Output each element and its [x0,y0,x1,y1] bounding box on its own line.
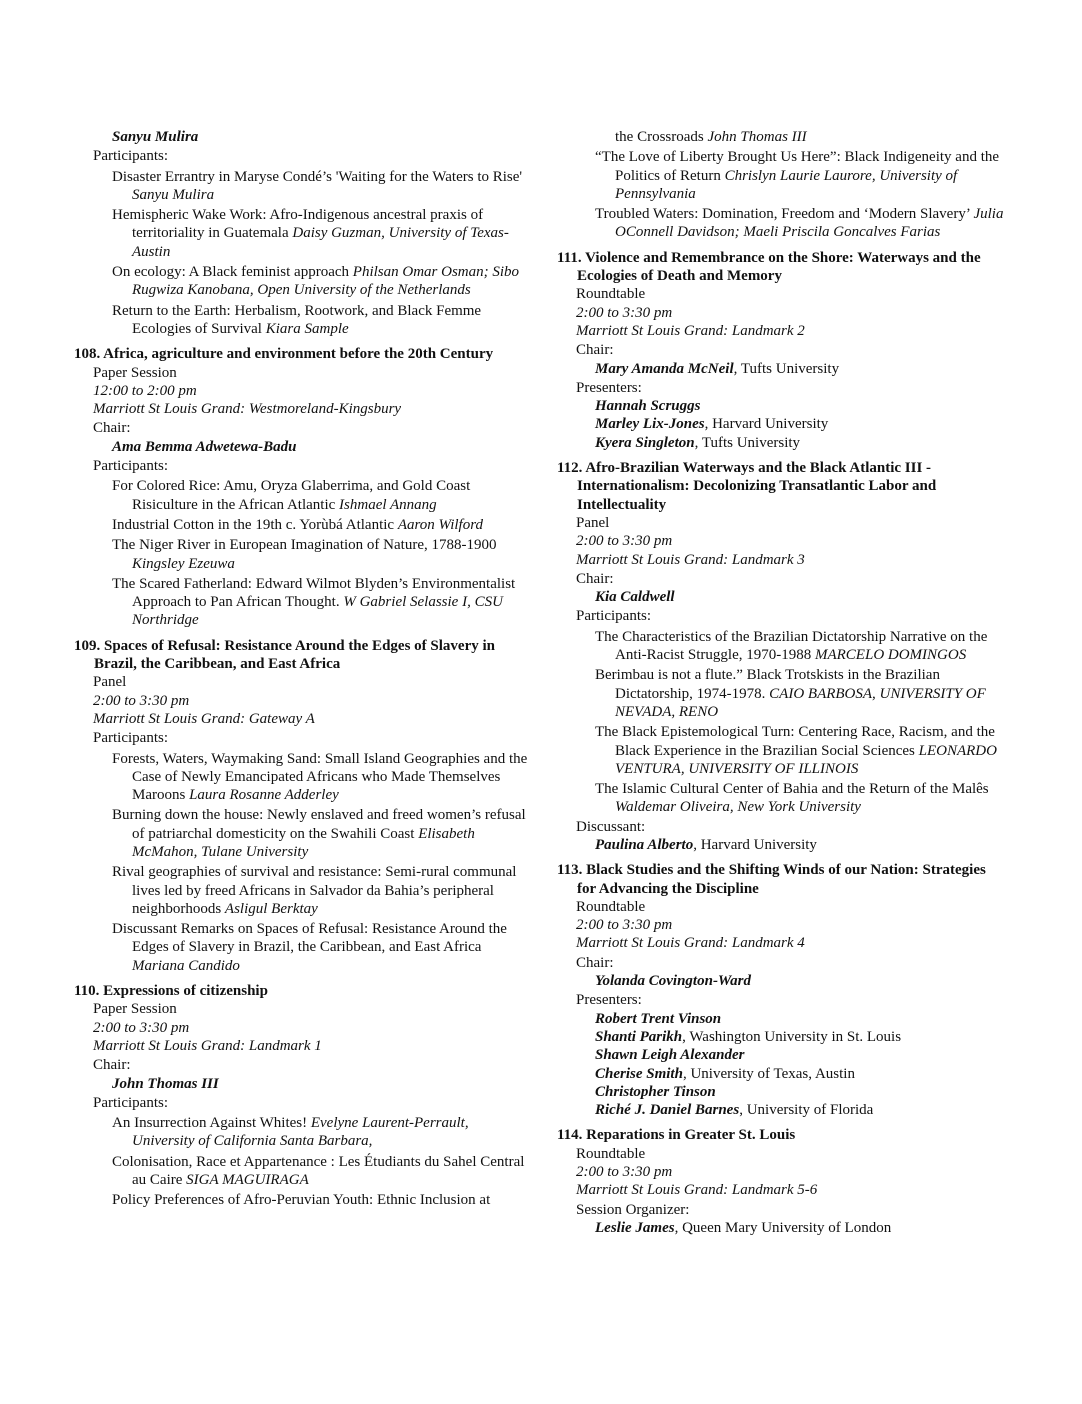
chair-label: Chair: [576,954,614,971]
chair-name: Ama Bemma Adwetewa-Badu [112,438,297,455]
session-title: 111. Violence and Remembrance on the Shore: Waterways and the Ecologies of Death and Memory [557,249,981,285]
paper-item: The Black Epistemological Turn: Centering Race, Racism, and the Black Experience in the Brazilian Social Sciences LEONARDO VENTURA, UNIVERSITY OF ILLINOIS [595,724,997,777]
presenters-label: Presenters: [576,379,642,396]
paper-item: The Niger River in European Imagination of Nature, 1788-1900 Kingsley Ezeuwa [112,537,497,572]
chair-label: Chair: [93,420,131,437]
presenter: Cherise Smith, University of Texas, Austin [595,1065,855,1082]
paper-item: Burning down the house: Newly enslaved and freed women’s refusal of patriarchal domesticity on the Swahili Coast Elisabeth McMahon, Tulane University [112,807,526,860]
paper-item: An Insurrection Against Whites! Evelyne Laurent-Perrault, University of California Santa Barbara, [112,1115,469,1150]
paper-item: Return to the Earth: Herbalism, Rootwork, and Black Femme Ecologies of Survival Kiara Sample [112,302,482,337]
session-time: 2:00 to 3:30 pm [576,917,673,934]
paper-item: Forests, Waters, Waymaking Sand: Small Island Geographies and the Case of Newly Emancipated Africans who Made Themselves Maroons Laura Rosanne Adderley [112,750,528,804]
presenter: Shanti Parikh, Washington University in St. Louis [595,1028,902,1045]
paper-item: Disaster Errantry in Maryse Condé’s 'Waiting for the Waters to Rise' Sanyu Mulira [112,168,523,203]
participants-label: Participants: [93,148,168,165]
presenter: Robert Trent Vinson [595,1010,722,1027]
session-type: Paper Session [93,364,177,381]
session-time: 2:00 to 3:30 pm [576,533,673,550]
session-title: 110. Expressions of citizenship [74,983,268,1000]
session-type: Panel [576,514,610,531]
chair-label: Chair: [576,342,614,359]
paper-item: Rival geographies of survival and resistance: Semi-rural communal lives led by freed Africans in Salvador da Bahia’s peripheral neighborhoods Asligul Berktay [112,864,517,917]
paper-item: Hemispheric Wake Work: Afro-Indigenous ancestral praxis of territoriality in Guatemala Daisy Guzman, University of Texas- Austin [112,207,509,260]
session-location: Marriott St Louis Grand: Landmark 4 [576,935,805,952]
chair-name: Sanyu Mulira [112,129,199,145]
paper-item: Berimbau is not a flute.” Black Trotskists in the Brazilian Dictatorship, 1974-1978. CAIO BARBOSA, UNIVERSITY OF NEVADA, RENO [595,667,986,720]
presenter: Hannah Scruggs [595,398,701,415]
chair-label: Chair: [93,1057,131,1074]
paper-list [74,168,534,339]
session-type: Paper Session [93,1001,177,1018]
session-title: 112. Afro-Brazilian Waterways and the Black Atlantic III - Internationalism: Decolonizing Transatlantic Labor and Intellectuality [557,460,937,513]
organizer-name: Leslie James, Queen Mary University of London [595,1219,892,1236]
paper-item: “The Love of Liberty Brought Us Here”: Black Indigeneity and the Politics of Return Chrislyn Laurie Laurore, University of Pennsylvania [595,149,1000,202]
session-type: Roundtable [576,1145,646,1162]
discussant-label: Discussant: [576,818,646,835]
presenter: Riché J. Daniel Barnes, University of Florida [595,1102,874,1119]
session-time: 2:00 to 3:30 pm [576,1164,673,1181]
participants-label: Participants: [93,1094,168,1111]
paper-item: The Islamic Cultural Center of Bahia and the Return of the Malês Waldemar Oliveira, New York University [595,781,989,816]
chair-name: John Thomas III [112,1075,219,1092]
session-title: 108. Africa, agriculture and environment before the 20th Century [74,346,494,363]
paper-item: For Colored Rice: Amu, Oryza Glaberrima, and Gold Coast Risiculture in the African Atlantic Ishmael Annang [112,478,471,513]
session-location: Marriott St Louis Grand: Westmoreland-Kingsbury [93,401,402,418]
presenter: Shawn Leigh Alexander [595,1047,745,1064]
session-type: Roundtable [576,898,646,915]
session-title: 109. Spaces of Refusal: Resistance Around the Edges of Slavery in Brazil, the Caribbean, and East Africa [74,637,495,673]
session-location: Marriott St Louis Grand: Landmark 2 [576,322,805,339]
session-location: Marriott St Louis Grand: Landmark 3 [576,551,805,568]
participants-label: Participants: [93,458,168,475]
chair-name: Yolanda Covington-Ward [595,973,751,990]
participants-label: Participants: [93,730,168,747]
chair-label: Chair: [576,570,614,587]
paper-item: Discussant Remarks on Spaces of Refusal: Resistance Around the Edges of Slavery in Brazil, the Caribbean, and East Africa Mariana Candido [112,921,507,974]
discussant-name: Paulina Alberto, Harvard University [595,836,817,853]
session-time: 2:00 to 3:30 pm [576,304,673,321]
session-time: 2:00 to 3:30 pm [93,1019,190,1036]
session-title: 114. Reparations in Greater St. Louis [557,1127,796,1144]
session-location: Marriott St Louis Grand: Landmark 1 [93,1037,322,1054]
participants-label: Participants: [576,608,651,625]
paper-item: Industrial Cotton in the 19th c. Yorùbá Atlantic Aaron Wilford [112,516,483,533]
session-location: Marriott St Louis Grand: Landmark 5-6 [576,1182,818,1199]
paper-item: Troubled Waters: Domination, Freedom and ‘Modern Slavery’ Julia OConnell Davidson; Maeli Priscila Goncalves Farias [595,206,1004,241]
organizer-label: Session Organizer: [576,1201,690,1218]
paper-item: Policy Preferences of Afro-Peruvian Youth: Ethnic Inclusion at [112,1192,491,1209]
session-title: 113. Black Studies and the Shifting Winds of our Nation: Strategies for Advancing the Discipline [557,862,986,897]
session-time: 2:00 to 3:30 pm [93,692,190,709]
left-column [74,128,534,1210]
presenter: Christopher Tinson [595,1083,716,1100]
session-location: Marriott St Louis Grand: Gateway A [93,710,315,727]
chair-name: Kia Caldwell [595,589,675,606]
presenter: Kyera Singleton, Tufts University [595,434,801,451]
paper-item: Colonisation, Race et Appartenance : Les Étudiants du Sahel Central au Caire SIGA MAGUIRAGA [112,1153,525,1189]
chair-name: Mary Amanda McNeil, Tufts University [595,360,840,377]
session-type: Panel [93,674,127,691]
session-time: 12:00 to 2:00 pm [93,382,197,399]
presenter: Marley Lix-Jones, Harvard University [595,416,829,433]
paper-continuation: the Crossroads John Thomas III [615,129,807,145]
presenters-label: Presenters: [576,992,642,1009]
session-type: Roundtable [576,286,646,303]
paper-item: The Characteristics of the Brazilian Dictatorship Narrative on the Anti-Racist Struggle, 1970-1988 MARCELO DOMINGOS [595,628,988,664]
paper-item: On ecology: A Black feminist approach Philsan Omar Osman; Sibo Rugwiza Kanobana, Open University of the Netherlands [112,264,520,299]
paper-item: The Scared Fatherland: Edward Wilmot Blyden’s Environmentalist Approach to Pan African Thought. W Gabriel Selassie I, CSU Northridge [112,575,516,629]
right-column [557,128,1007,1237]
